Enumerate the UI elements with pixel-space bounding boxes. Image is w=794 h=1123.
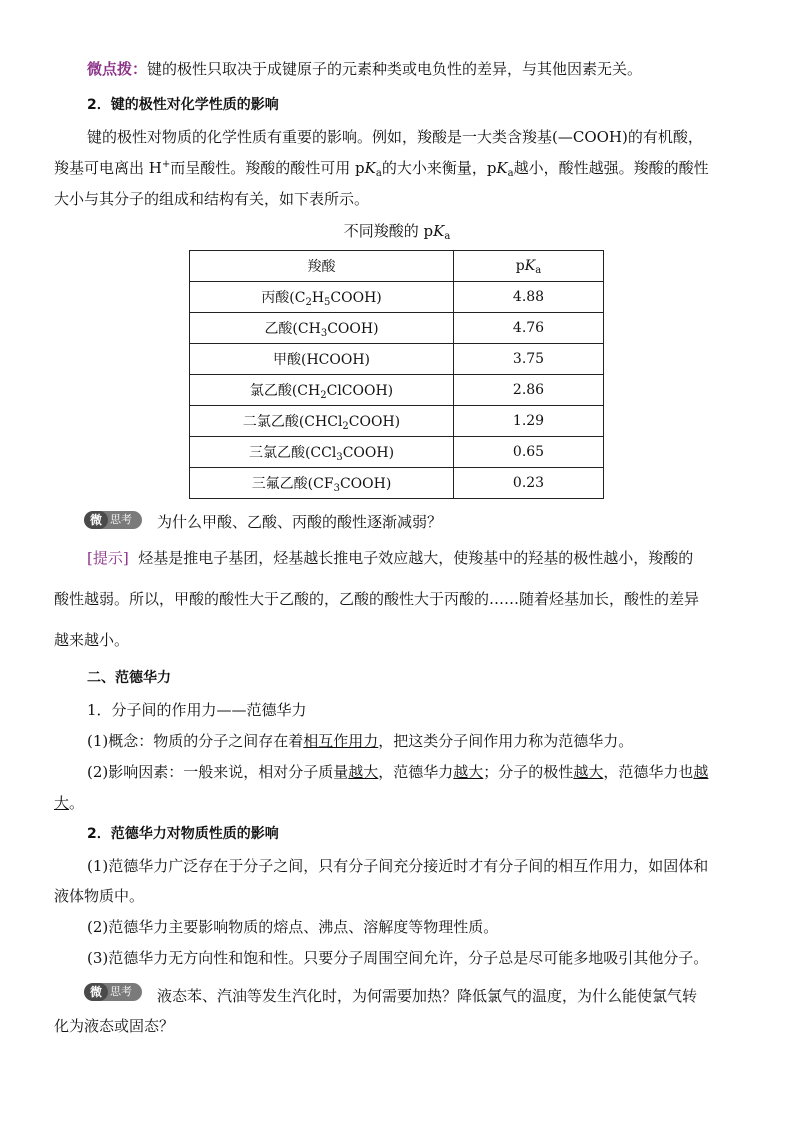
para1-line3: 大小与其分子的组成和结构有关，如下表所示。 [54,190,370,208]
pka-value: 0.23 [454,468,604,499]
acid-name: 丙酸$(C_2H_5COOH)$ [190,282,454,313]
hint-label: [提示] [87,549,129,567]
question-1: 为什么甲酸、乙酸、丙酸的酸性逐渐减弱？ [157,513,443,531]
factors-line1: (2)影响因素：一般来说，相对分子质量越大，范德华力越大；分子的极性越大，范德华力也越 [87,763,709,781]
header-pka: $pK_a$ [454,251,604,282]
acid-name: 二氯乙酸(CHCl$_2$COOH) [190,406,454,437]
section-2-title: 2．键的极性对化学性质的影响 [87,97,279,113]
table-row [190,375,604,406]
question-2-line1: 液态苯、汽油等发生汽化时，为何需要加热？降低氯气的温度，为什么能使氯气转 [157,987,698,1005]
concept-line: (1)概念：物质的分子之间存在着相互作用力，把这类分子间作用力称为范德华力。 [87,732,634,750]
header-acid: 羧酸 [190,251,454,282]
sub-1-title: 1．分子间的作用力——范德华力 [87,701,307,719]
pka-value: 3.75 [454,344,604,375]
table-row [190,437,604,468]
tip-text: 键的极性只取决于成键原子的元素种类或电负性的差异，与其他因素无关。 [147,60,643,78]
factors-line2: 大。 [54,794,85,812]
table-row [190,406,604,437]
point-1-line1: (1)范德华力广泛存在于分子之间，只有分子间充分接近时才有分子间的相互作用力，如固体和 [87,857,709,875]
table-row [190,468,604,499]
pka-value: 2.86 [454,375,604,406]
acid-pka-table [189,250,604,499]
question-2-line2: 化为液态或固态？ [54,1017,175,1035]
acid-name: 甲酸(HCOOH) [190,344,454,375]
acid-name: 三氟乙酸$(CF_3COOH)$ [190,468,454,499]
think-badge-icon: 微 思考 [84,983,142,1001]
para1-line2: 羧基可电离出 H+而呈酸性。羧酸的酸性可用 $pK_a$的大小来衡量，$pK_a$越小，酸性越强。羧酸的酸性 [54,159,709,179]
para1-line1: 键的极性对物质的化学性质有重要的影响。例如，羧酸是一大类含羧基(—COOH)的有机酸， [87,128,703,146]
tip-line [87,59,642,79]
think-badge-icon: 微 思考 [84,511,142,529]
table-row [190,282,604,313]
hint-line2: 酸性越弱。所以，甲酸的酸性大于乙酸的，乙酸的酸性大于丙酸的……随着烃基加长，酸性的差异 [54,590,700,608]
pka-value: 0.65 [454,437,604,468]
pka-value: 4.88 [454,282,604,313]
pka-value: 1.29 [454,406,604,437]
table-row [190,344,604,375]
acid-name: 乙酸$(CH_3COOH)$ [190,313,454,344]
part-2-title: 二、范德华力 [87,670,171,686]
table-header-row [190,251,604,282]
acid-name: 三氯乙酸(CCl$_3$COOH) [190,437,454,468]
hint-line1: [提示] 烃基是推电子基团，烃基越长推电子效应越大，使羧基中的羟基的极性越小，羧酸的 [87,549,694,567]
tip-label: 微点拨： [87,60,148,78]
acid-name: 氯乙酸$(CH_2ClCOOH)$ [190,375,454,406]
table-row [190,313,604,344]
pka-value: 4.76 [454,313,604,344]
table-caption: 不同羧酸的 $pK_a$ [343,222,451,242]
point-2: (2)范德华力主要影响物质的熔点、沸点、溶解度等物理性质。 [87,918,499,936]
hint-line3: 越来越小。 [54,631,130,649]
sub-2-title: 2．范德华力对物质性质的影响 [87,826,279,842]
point-1-line2: 液体物质中。 [54,887,145,905]
point-3: (3)范德华力无方向性和饱和性。只要分子周围空间允许，分子总是尽可能多地吸引其他分子。 [87,949,709,967]
